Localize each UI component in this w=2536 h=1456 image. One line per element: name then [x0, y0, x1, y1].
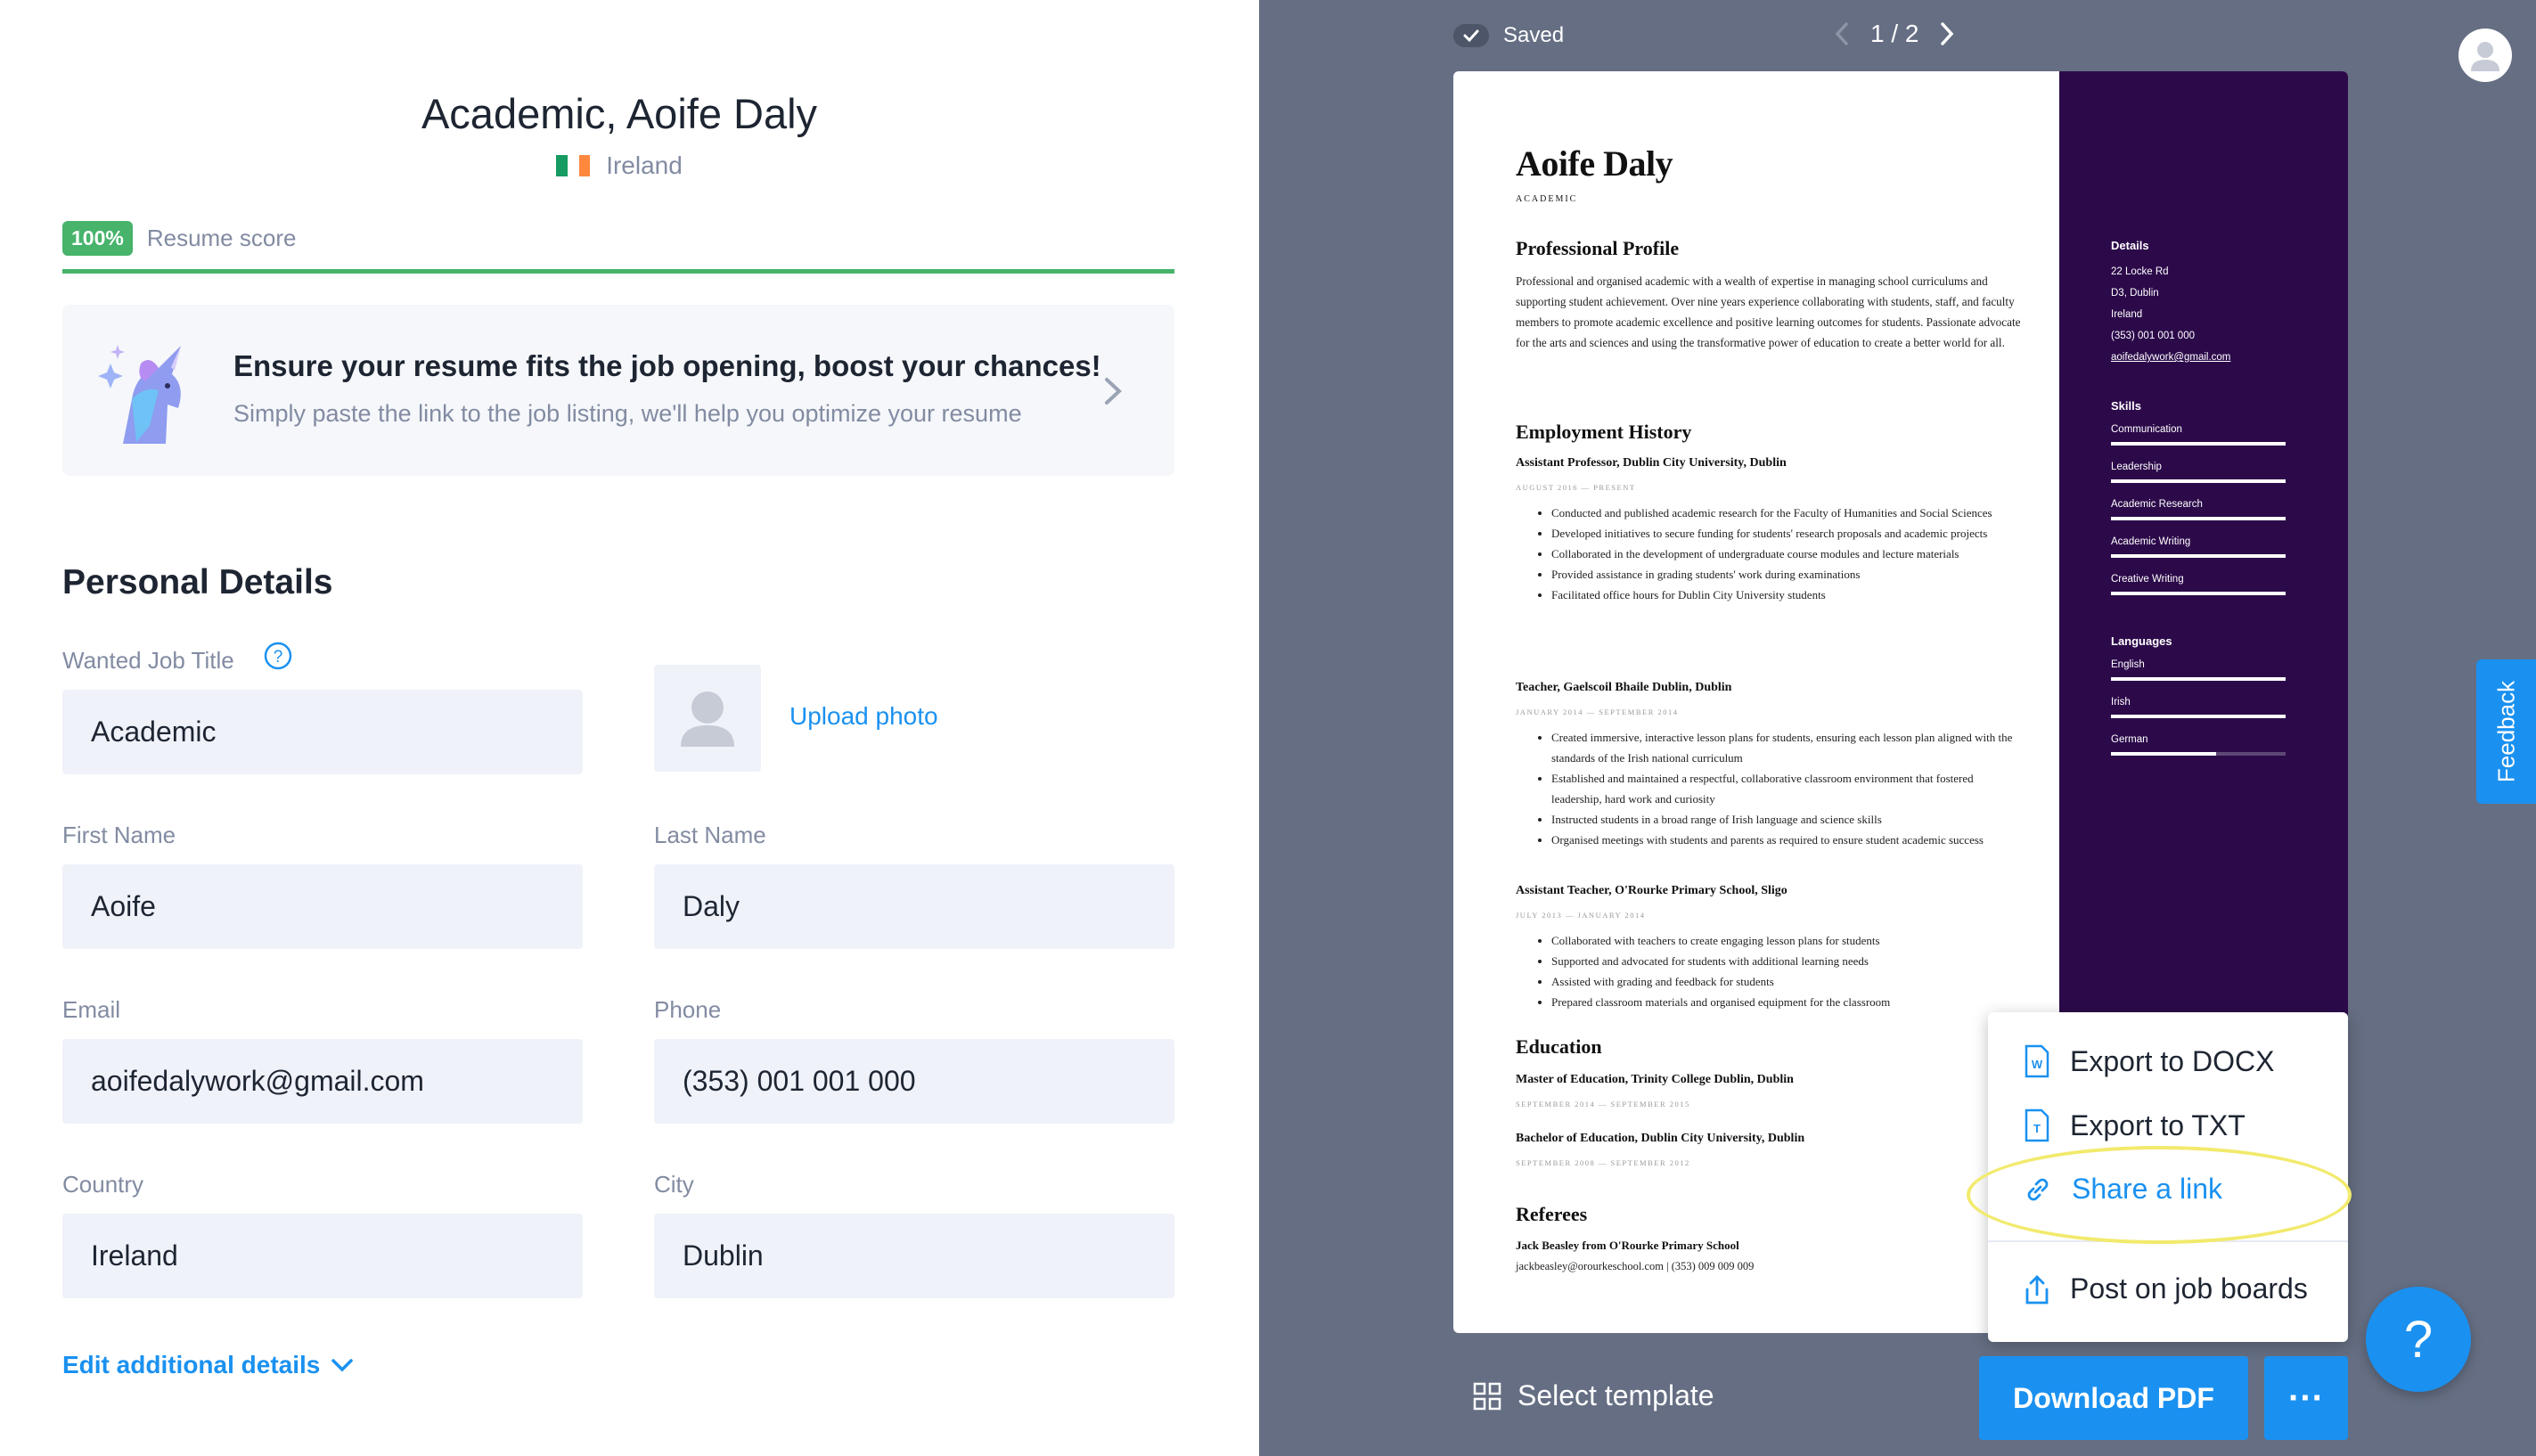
country-label: Ireland — [606, 151, 683, 179]
languages-heading: Languages — [2111, 634, 2172, 648]
job-bullet: • Established and maintained a respectful, collaborative classroom environment that fostered leadership, hard work and curiosity — [1551, 768, 2015, 809]
job-bullets — [1516, 503, 2015, 605]
job-bullet: • Collaborated in the development of undergraduate course modules and lecture materials — [1551, 544, 2015, 564]
skill-level-bar — [2111, 517, 2286, 520]
job-bullet: • Organised meetings with students and parents as required to ensure student academic success — [1551, 830, 2015, 850]
skill-level-fill — [2111, 592, 2286, 595]
job-title: Assistant Teacher, O'Rourke Primary School, Sligo — [1516, 884, 1787, 897]
first-name-label: First Name — [62, 822, 176, 848]
ireland-flag-icon — [556, 155, 590, 176]
phone-input[interactable]: (353) 001 001 000 — [654, 1039, 1174, 1124]
details-heading: Details — [2111, 239, 2149, 252]
checkmark-icon — [1453, 24, 1489, 47]
language-item — [2111, 734, 2286, 756]
saved-label: Saved — [1503, 23, 1565, 47]
job-bullets — [1516, 727, 2015, 850]
resume-name: Aoife Daly — [1516, 143, 1673, 184]
download-pdf-button[interactable]: Download PDF — [1979, 1356, 2248, 1440]
skill-label: Academic Writing — [2111, 536, 2191, 547]
skill-level-fill — [2111, 442, 2286, 446]
language-label: English — [2111, 659, 2145, 670]
education-title: Bachelor of Education, Dublin City University, Dublin — [1516, 1132, 1805, 1145]
address-line: D3, Dublin — [2111, 288, 2159, 299]
job-title-label: Wanted Job Title — [62, 647, 234, 674]
language-level-fill — [2111, 677, 2286, 681]
user-avatar[interactable] — [2458, 29, 2512, 82]
chevron-left-icon[interactable] — [1833, 20, 1851, 47]
job-title: Assistant Professor, Dublin City University, Dublin — [1516, 456, 1787, 470]
referee-name: Jack Beasley from O'Rourke Primary School — [1516, 1239, 1739, 1252]
export-txt-item[interactable] — [2024, 1108, 2246, 1142]
country-line — [0, 151, 1239, 180]
docx-file-icon — [2024, 1044, 2050, 1078]
skill-level-fill — [2111, 517, 2286, 520]
skill-level-bar — [2111, 479, 2286, 483]
language-label: Irish — [2111, 697, 2131, 708]
edit-additional-details-toggle[interactable] — [62, 1351, 354, 1379]
help-circle-icon[interactable] — [264, 642, 292, 670]
resume-editor-panel — [0, 0, 1259, 1456]
last-name-input[interactable]: Daly — [654, 864, 1174, 949]
language-item — [2111, 659, 2286, 681]
skill-label: Creative Writing — [2111, 574, 2184, 585]
city-input[interactable]: Dublin — [654, 1214, 1174, 1298]
user-icon — [2466, 36, 2505, 75]
skills-heading: Skills — [2111, 399, 2141, 413]
language-level-bar — [2111, 715, 2286, 718]
select-template-label: Select template — [1518, 1379, 1714, 1411]
job-dates: AUGUST 2016 — PRESENT — [1516, 483, 1636, 492]
country-input[interactable]: Ireland — [62, 1214, 583, 1298]
feedback-tab[interactable] — [2476, 659, 2536, 804]
feedback-label: Feedback — [2492, 680, 2519, 783]
skill-item — [2111, 424, 2286, 446]
job-bullets — [1516, 930, 2015, 1012]
resume-preview-panel — [1259, 0, 2536, 1456]
language-level-fill — [2111, 752, 2216, 756]
svg-text:W: W — [2031, 1058, 2043, 1071]
unicorn-icon — [96, 337, 203, 453]
chevron-down-icon — [331, 1357, 354, 1373]
skill-item — [2111, 536, 2286, 558]
education-dates: SEPTEMBER 2014 — SEPTEMBER 2015 — [1516, 1100, 1690, 1108]
svg-text:?: ? — [273, 648, 283, 667]
post-job-boards-label: Post on job boards — [2070, 1272, 2308, 1305]
email-input[interactable]: aoifedalywork@gmail.com — [62, 1039, 583, 1124]
skill-level-bar — [2111, 554, 2286, 558]
upload-share-icon — [2024, 1273, 2050, 1305]
score-badge: 100% — [62, 221, 133, 256]
skill-label: Academic Research — [2111, 499, 2203, 510]
language-level-bar — [2111, 677, 2286, 681]
highlight-ring — [1967, 1146, 2352, 1244]
score-label: Resume score — [146, 225, 297, 251]
first-name-input[interactable]: Aoife — [62, 864, 583, 949]
education-title: Master of Education, Trinity College Dublin, Dublin — [1516, 1073, 1794, 1086]
export-docx-label: Export to DOCX — [2070, 1044, 2275, 1077]
referees-heading: Referees — [1516, 1203, 1588, 1225]
resume-main-column — [1516, 71, 2041, 1333]
language-label: German — [2111, 734, 2148, 745]
job-bullet: • Facilitated office hours for Dublin City University students — [1551, 585, 2015, 605]
document-title[interactable]: Academic, Aoife Daly — [421, 90, 818, 137]
export-txt-label: Export to TXT — [2070, 1108, 2246, 1141]
profile-text: Professional and organised academic with a wealth of expertise in managing school curriculums and supporting student achievement. Over nine years experience collaborating with students, staff, and faculty members to promote academic excellence and positive learning outcomes for students. Passionate advocate for the arts and sciences and using the transformative power of education to create a better world for all. — [1516, 274, 2021, 349]
personal-details-heading: Personal Details — [62, 563, 333, 601]
job-match-banner[interactable] — [62, 305, 1174, 476]
address-line: 22 Locke Rd — [2111, 266, 2169, 277]
skill-level-fill — [2111, 554, 2286, 558]
user-silhouette-icon — [654, 665, 761, 772]
sidebar-phone: (353) 001 001 000 — [2111, 331, 2195, 341]
svg-text:T: T — [2033, 1122, 2041, 1135]
job-bullet: • Assisted with grading and feedback for students — [1551, 971, 2015, 992]
address-line: Ireland — [2111, 309, 2143, 320]
export-docx-item[interactable] — [2024, 1044, 2274, 1078]
country-field-label: Country — [62, 1171, 144, 1198]
chevron-right-icon[interactable] — [1938, 20, 1956, 47]
photo-placeholder[interactable] — [654, 665, 761, 772]
job-bullet: • Conducted and published academic research for the Faculty of Humanities and Social Sciences — [1551, 503, 2015, 523]
score-progress-bar — [62, 269, 1174, 274]
save-status — [1453, 23, 1564, 48]
page-navigator — [1833, 20, 1956, 48]
edit-additional-label: Edit additional details — [62, 1351, 321, 1378]
job-dates: JULY 2013 — JANUARY 2014 — [1516, 911, 1646, 920]
skill-item — [2111, 574, 2286, 595]
chevron-right-icon[interactable] — [1101, 376, 1125, 406]
job-bullet: • Supported and advocated for students with additional learning needs — [1551, 951, 2015, 971]
job-bullet: • Collaborated with teachers to create engaging lesson plans for students — [1551, 930, 2015, 951]
score-progress-fill — [62, 269, 1174, 274]
upload-photo-link[interactable]: Upload photo — [789, 702, 938, 730]
education-dates: SEPTEMBER 2008 — SEPTEMBER 2012 — [1516, 1158, 1690, 1167]
job-title: Teacher, Gaelscoil Bhaile Dublin, Dublin — [1516, 681, 1732, 694]
sidebar-email: aoifedalywork@gmail.com — [2111, 352, 2231, 363]
more-options-button[interactable]: ··· — [2264, 1356, 2348, 1440]
skill-level-bar — [2111, 442, 2286, 446]
select-template-button[interactable] — [1473, 1379, 1714, 1412]
email-label: Email — [62, 996, 121, 1023]
skill-item — [2111, 462, 2286, 483]
language-level-bar — [2111, 752, 2286, 756]
help-button[interactable]: ? — [2366, 1287, 2471, 1392]
txt-file-icon — [2024, 1108, 2050, 1142]
city-label: City — [654, 1171, 694, 1198]
share-link-label: Share a link — [2072, 1173, 2222, 1205]
skill-item — [2111, 499, 2286, 520]
language-item — [2111, 697, 2286, 718]
banner-title: Ensure your resume fits the job opening, boost your chances! — [233, 349, 1101, 382]
banner-subtitle: Simply paste the link to the job listing, we'll help you optimize your resume — [233, 400, 1022, 427]
skill-label: Leadership — [2111, 462, 2162, 472]
language-level-fill — [2111, 715, 2286, 718]
last-name-label: Last Name — [654, 822, 766, 848]
skill-label: Communication — [2111, 424, 2182, 435]
job-bullet: • Created immersive, interactive lesson plans for students, ensuring each lesson plan aligned with the standards of the Irish national curriculum — [1551, 727, 2015, 768]
skill-level-bar — [2111, 592, 2286, 595]
profile-heading: Professional Profile — [1516, 237, 1680, 259]
page-indicator: 1 / 2 — [1870, 20, 1919, 47]
resume-role: ACADEMIC — [1516, 194, 1578, 204]
job-bullet: • Developed initiatives to secure funding for students' research proposals and academic projects — [1551, 523, 2015, 544]
job-title-input[interactable]: Academic — [62, 690, 583, 774]
employment-heading: Employment History — [1516, 421, 1692, 443]
grid-icon — [1473, 1382, 1501, 1411]
resume-score — [62, 221, 296, 256]
job-bullet: • Instructed students in a broad range of Irish language and science skills — [1551, 809, 2015, 830]
skill-level-fill — [2111, 479, 2286, 483]
education-heading: Education — [1516, 1035, 1602, 1058]
job-bullet: • Prepared classroom materials and organised equipment for the classroom — [1551, 992, 2015, 1012]
post-job-boards-item[interactable] — [2024, 1272, 2308, 1305]
job-dates: JANUARY 2014 — SEPTEMBER 2014 — [1516, 708, 1679, 716]
phone-label: Phone — [654, 996, 722, 1023]
referee-contact: jackbeasley@orourkeschool.com | (353) 009 009 009 — [1516, 1260, 1755, 1272]
job-bullet: • Provided assistance in grading students' work during examinations — [1551, 564, 2015, 585]
